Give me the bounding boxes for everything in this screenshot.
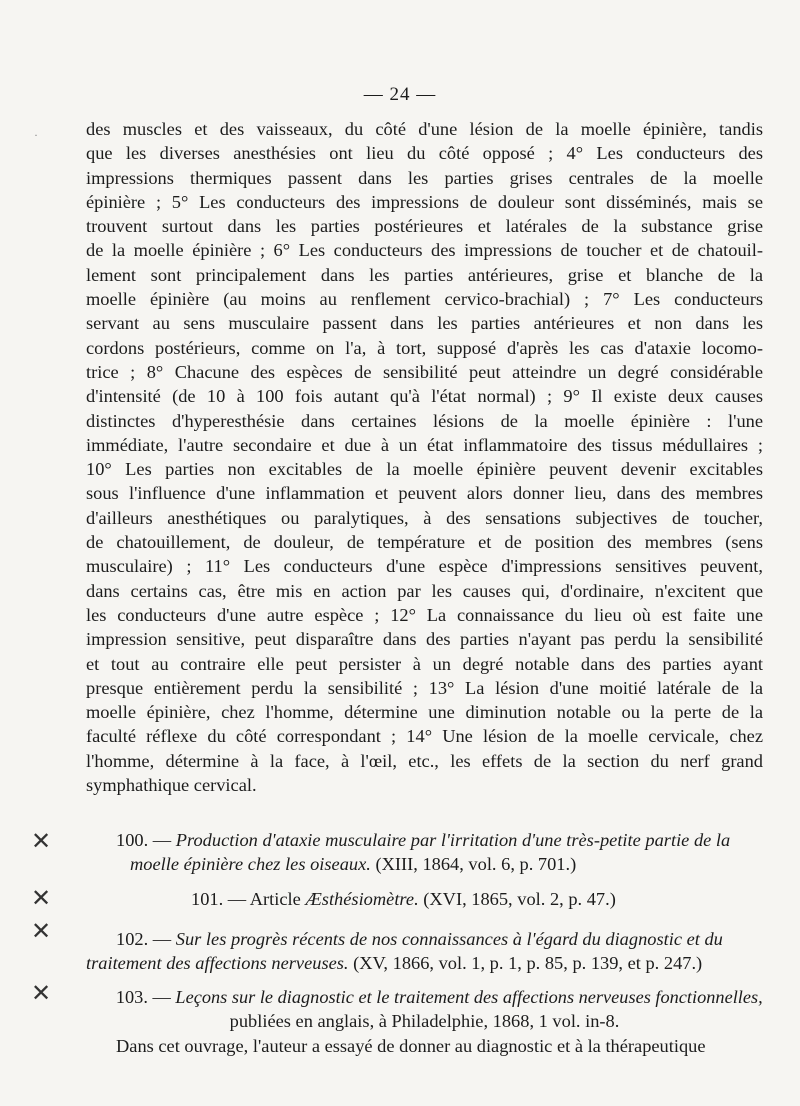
- entry-100: [86, 828, 763, 877]
- paragraph-line: et tout au contraire elle peut persister à un degré notable dans des parties ayant: [86, 653, 763, 674]
- cross-mark-icon: ✕: [31, 884, 52, 912]
- cross-mark-icon: ✕: [31, 979, 52, 1007]
- paragraph-line: 10° Les parties non excitables de la moelle épinière peuvent devenir excitables: [86, 459, 763, 480]
- paragraph-line: lement sont principalement dans les parties antérieures, grise et blanche de la: [86, 264, 763, 285]
- paragraph-line: faculté réflexe du côté correspondant ; 14° Une lésion de la moelle cervicale, chez: [86, 726, 763, 747]
- entry-title-cont: moelle épinière chez les oiseaux.: [130, 854, 371, 875]
- paragraph-line: de la moelle épinière ; 6° Les conducteurs des impressions de toucher et de chatouil-: [86, 240, 763, 261]
- paragraph-line: épinière ; 5° Les conducteurs des impressions de douleur sont disséminés, mais se: [86, 191, 763, 212]
- entry-reference: (XIII, 1864, vol. 6, p. 701.): [370, 854, 577, 875]
- paragraph-line: distinctes d'hyperesthésie dans certaines lésions de la moelle épinière : l'une: [86, 410, 763, 431]
- entry-reference: (XVI, 1865, vol. 2, p. 47.): [418, 889, 616, 909]
- paragraph-line: que les diverses anesthésies ont lieu du côté opposé ; 4° Les conducteurs des: [86, 143, 763, 164]
- paragraph-body: [86, 117, 763, 797]
- entry-dash: —: [148, 929, 176, 949]
- entry-dash: —: [148, 830, 176, 850]
- paragraph-line: cordons postérieurs, comme on l'a, à tort, supposé d'après les cas d'ataxie locomo-: [86, 337, 763, 358]
- paragraph-line: de chatouillement, de douleur, de température et de position des membres (sens: [86, 532, 763, 553]
- entry-number: 102.: [116, 929, 149, 949]
- entry-title-cont: traitement des affections nerveuses.: [86, 953, 349, 974]
- entry-dash: —: [147, 987, 176, 1007]
- paragraph-line: l'homme, détermine à la face, à l'œil, etc., les effets de la section du nerf grand: [86, 750, 763, 771]
- paragraph-line: les conducteurs d'une autre espèce ; 12° La connaissance du lieu où est faite une: [86, 604, 763, 625]
- entry-103: [86, 985, 763, 1058]
- entry-pre: Article: [249, 889, 306, 909]
- paragraph-line: immédiate, l'autre secondaire et due à un état inflammatoire des tissus médullaires ;: [86, 434, 763, 455]
- paragraph-line: dans certains cas, être mis en action par les causes qui, d'ordinaire, n'excitent que: [86, 580, 763, 601]
- entry-number: 103.: [115, 987, 148, 1007]
- entry-101: [86, 887, 763, 911]
- entry-number: 101.: [191, 889, 224, 909]
- paragraph-line: d'ailleurs anesthétiques ou paralytiques, à des sensations subjectives de toucher,: [86, 507, 763, 528]
- paragraph-line: presque entièrement perdu la sensibilité ; 13° La lésion d'une moitié latérale de la: [86, 677, 763, 698]
- paragraph-line: d'intensité (de 10 à 100 fois autant qu'à l'état normal) ; 9° Il existe deux causes: [86, 386, 763, 407]
- entry-title: Production d'ataxie musculaire par l'irritation d'une très-petite partie de la: [175, 830, 731, 850]
- paragraph-line: impressions thermiques passent dans les parties grises centrales de la moelle: [86, 167, 763, 188]
- entry-102: [86, 927, 763, 976]
- paragraph-line: musculaire) ; 11° Les conducteurs d'une espèce d'impressions sensitives peuvent,: [86, 556, 763, 577]
- entry-number: 100.: [116, 830, 149, 850]
- paragraph-line: impression sensitive, peut disparaître dans des parties n'ayant pas perdu la sensibilité: [86, 629, 763, 650]
- paragraph-line: trouvent surtout dans les parties postérieures et latérales de la substance grise: [86, 216, 763, 237]
- paragraph-line: moelle épinière (au moins au renflement cervico-brachial) ; 7° Les conducteurs: [86, 289, 763, 310]
- cross-mark-icon: ✕: [31, 917, 52, 945]
- entry-title: Leçons sur le diagnostic et le traitement des affections nerveuses fonctionnelles,: [175, 987, 763, 1007]
- paragraph-line: trice ; 8° Chacune des espèces de sensibilité peut atteindre un degré considérable: [86, 361, 763, 382]
- cross-mark-icon: ✕: [31, 827, 52, 855]
- margin-dot: ·: [34, 128, 38, 142]
- closing-line: Dans cet ouvrage, l'auteur a essayé de donner au diagnostic et à la thérapeutique: [116, 1035, 706, 1056]
- paragraph-line: des muscles et des vaisseaux, du côté d'une lésion de la moelle épinière, tandis: [86, 119, 763, 139]
- paragraph-line: symphathique cervical.: [86, 775, 257, 796]
- paragraph-line: sous l'influence d'une inflammation et peuvent alors donner lieu, dans des membres: [86, 483, 763, 504]
- entry-line-2: publiées en anglais, à Philadelphie, 1868, 1 vol. in-8.: [229, 1011, 620, 1032]
- entry-dash: —: [223, 889, 250, 909]
- entry-reference: (XV, 1866, vol. 1, p. 1, p. 85, p. 139, et p. 247.): [348, 953, 703, 974]
- entry-title: Sur les progrès récents de nos connaissances à l'égard du diagnostic et du: [175, 929, 723, 949]
- page-number: — 24 —: [363, 84, 437, 105]
- paragraph-line: servant au sens musculaire passent dans les parties antérieures et non dans les: [86, 313, 763, 334]
- paragraph-line: moelle épinière, chez l'homme, détermine une diminution notable ou la perte de la: [86, 702, 763, 723]
- entry-title: Æsthésiomètre.: [305, 889, 419, 909]
